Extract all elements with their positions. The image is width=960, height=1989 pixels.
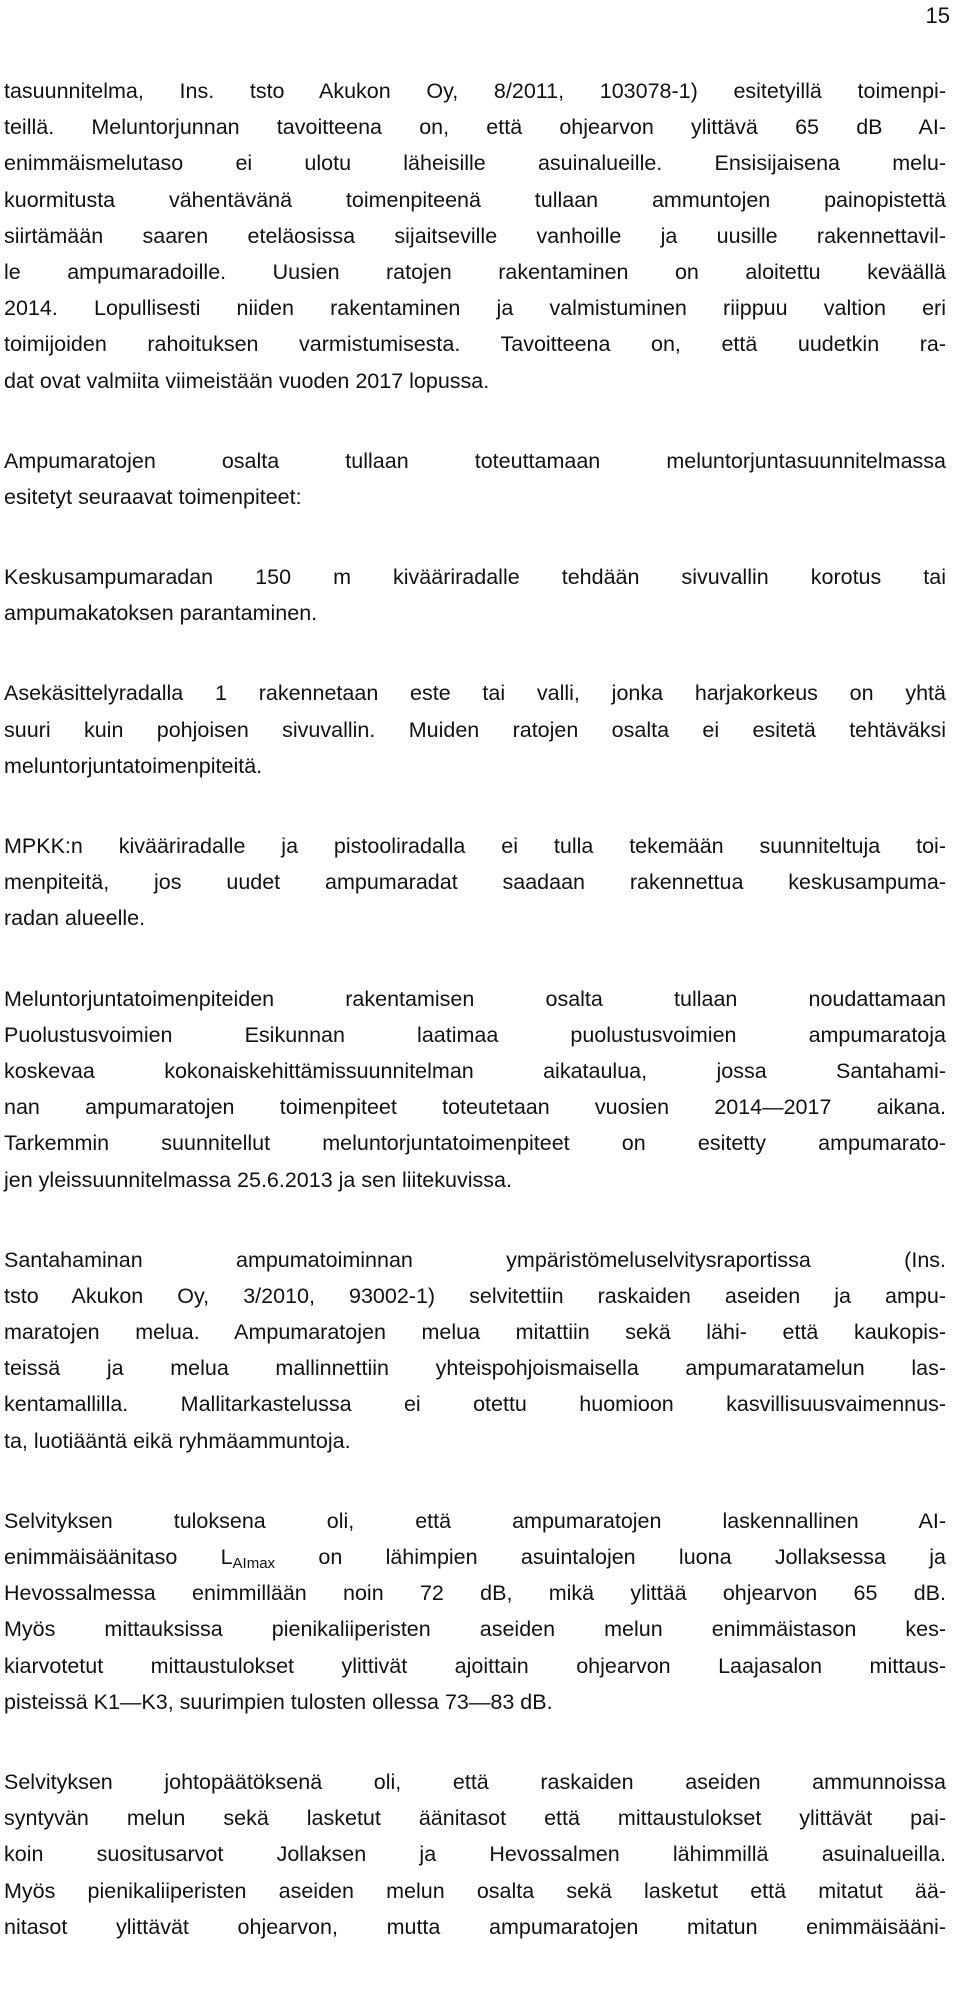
text-line: koskevaa kokonaiskehittämissuunnitelman aikataulua, jossa Santahami- <box>4 1058 946 1083</box>
text-line: Selvityksen tuloksena oli, että ampumaratojen laskennallinen AI- <box>4 1508 946 1533</box>
paragraph <box>4 73 946 399</box>
text-line: menpiteitä, jos uudet ampumaradat saadaan rakennettua keskusampuma- <box>4 870 946 895</box>
text-line: Keskusampumaradan 150 m kivääriradalle tehdään sivuvallin korotus tai <box>4 565 946 590</box>
page-number: 15 <box>925 3 950 28</box>
text-line: teissä ja melua mallinnettiin yhteispohjoismaisella ampumaratamelun las- <box>4 1356 946 1381</box>
paragraph <box>4 981 946 1198</box>
text-line: Myös pienikaliiperisten aseiden melun osalta sekä lasketut että mitatut ää- <box>4 1878 946 1903</box>
text-line: 2014. Lopullisesti niiden rakentaminen ja valmistuminen riippuu valtion eri <box>4 296 946 321</box>
text-line: Santahaminan ampumatoiminnan ympäristömeluselvitysraportissa (Ins. <box>4 1247 946 1272</box>
text-line: Asekäsittelyradalla 1 rakennetaan este tai valli, jonka harjakorkeus on yhtä <box>4 681 946 706</box>
text-line: teillä. Meluntorjunnan tavoitteena on, että ohjearvon ylittävä 65 dB AI- <box>4 115 946 140</box>
text-line: tasuunnitelma, Ins. tsto Akukon Oy, 8/2011, 103078-1) esitetyillä toimenpi- <box>4 79 946 103</box>
text-line: Selvityksen johtopäätöksenä oli, että raskaiden aseiden ammunnoissa <box>4 1769 946 1794</box>
text-line: ta, luotiääntä eikä ryhmäammuntoja. <box>4 1428 351 1453</box>
text-line: meluntorjuntatoimenpiteitä. <box>4 753 263 778</box>
document-body <box>4 73 946 1989</box>
paragraph <box>4 443 946 515</box>
text-line: tsto Akukon Oy, 3/2010, 93002-1) selvitettiin raskaiden aseiden ja ampu- <box>4 1283 946 1308</box>
text-line: Ampumaratojen osalta tullaan toteuttamaan meluntorjuntasuunnitelmassa <box>4 448 946 473</box>
text-line <box>4 1539 946 1575</box>
text-line: kuormitusta vähentävänä toimenpiteenä tullaan ammuntojen painopistettä <box>4 187 946 212</box>
text-line: siirtämään saaren eteläosissa sijaitseville vanhoille ja uusille rakennettavil- <box>4 223 946 248</box>
text-line: dat ovat valmiita viimeistään vuoden 2017 lopussa. <box>4 368 490 393</box>
paragraph <box>4 559 946 631</box>
text-line: ampumakatoksen parantaminen. <box>4 601 318 626</box>
text-line: nan ampumaratojen toimenpiteet toteutetaan vuosien 2014—2017 aikana. <box>4 1095 946 1120</box>
text-line: toimijoiden rahoituksen varmistumisesta. Tavoitteena on, että uudetkin ra- <box>4 332 946 357</box>
text-line: jen yleissuunnitelmassa 25.6.2013 ja sen liitekuvissa. <box>4 1167 512 1192</box>
text-line: MPKK:n kivääriradalle ja pistooliradalla ei tulla tekemään suunniteltuja toi- <box>4 834 946 858</box>
subscript: AImax <box>232 1555 276 1572</box>
text-line: esitetyt seuraavat toimenpiteet: <box>4 484 302 509</box>
text-line: Puolustusvoimien Esikunnan laatimaa puolustusvoimien ampumaratoja <box>4 1022 946 1047</box>
text-line: pisteissä K1—K3, suurimpien tulosten ollessa 73—83 dB. <box>4 1689 553 1714</box>
text-line: suuri kuin pohjoisen sivuvallin. Muiden ratojen osalta ei esitetä tehtäväksi <box>4 717 946 742</box>
text-line: nitasot ylittävät ohjearvon, mutta ampumaratojen mitatun enimmäisääni- <box>4 1914 946 1939</box>
text-line: Meluntorjuntatoimenpiteiden rakentamisen osalta tullaan noudattamaan <box>4 986 946 1011</box>
text-line: radan alueelle. <box>4 906 146 931</box>
text-line: kentamallilla. Mallitarkastelussa ei otettu huomioon kasvillisuusvaimennus- <box>4 1392 946 1417</box>
paragraph <box>4 1242 946 1459</box>
text-line: kiarvotetut mittaustulokset ylittivät ajoittain ohjearvon Laajasalon mittaus- <box>4 1653 946 1678</box>
text-line: Myös mittauksissa pienikaliiperisten aseiden melun enimmäistason kes- <box>4 1617 946 1642</box>
text-segment: enimmäisäänitaso L <box>4 1545 233 1569</box>
text-line: enimmäismelutaso ei ulotu läheisille asuinalueille. Ensisijaisena melu- <box>4 151 946 176</box>
text-line: koin suositusarvot Jollaksen ja Hevossalmen lähimmillä asuinalueilla. <box>4 1842 946 1867</box>
text-segment: on lähimpien asuintalojen luona Jollaksessa ja <box>275 1545 946 1569</box>
paragraph <box>4 828 946 937</box>
text-line: le ampumaradoille. Uusien ratojen rakentaminen on aloitettu keväällä <box>4 259 946 284</box>
paragraph <box>4 1764 946 1945</box>
paragraph <box>4 675 946 784</box>
text-line: Tarkemmin suunnitellut meluntorjuntatoimenpiteet on esitetty ampumarato- <box>4 1131 946 1156</box>
text-line: maratojen melua. Ampumaratojen melua mitattiin sekä lähi- että kaukopis- <box>4 1320 946 1345</box>
text-line: syntyvän melun sekä lasketut äänitasot että mittaustulokset ylittävät pai- <box>4 1806 946 1831</box>
paragraph <box>4 1503 946 1720</box>
text-line: Hevossalmessa enimmillään noin 72 dB, mikä ylittää ohjearvon 65 dB. <box>4 1581 946 1606</box>
